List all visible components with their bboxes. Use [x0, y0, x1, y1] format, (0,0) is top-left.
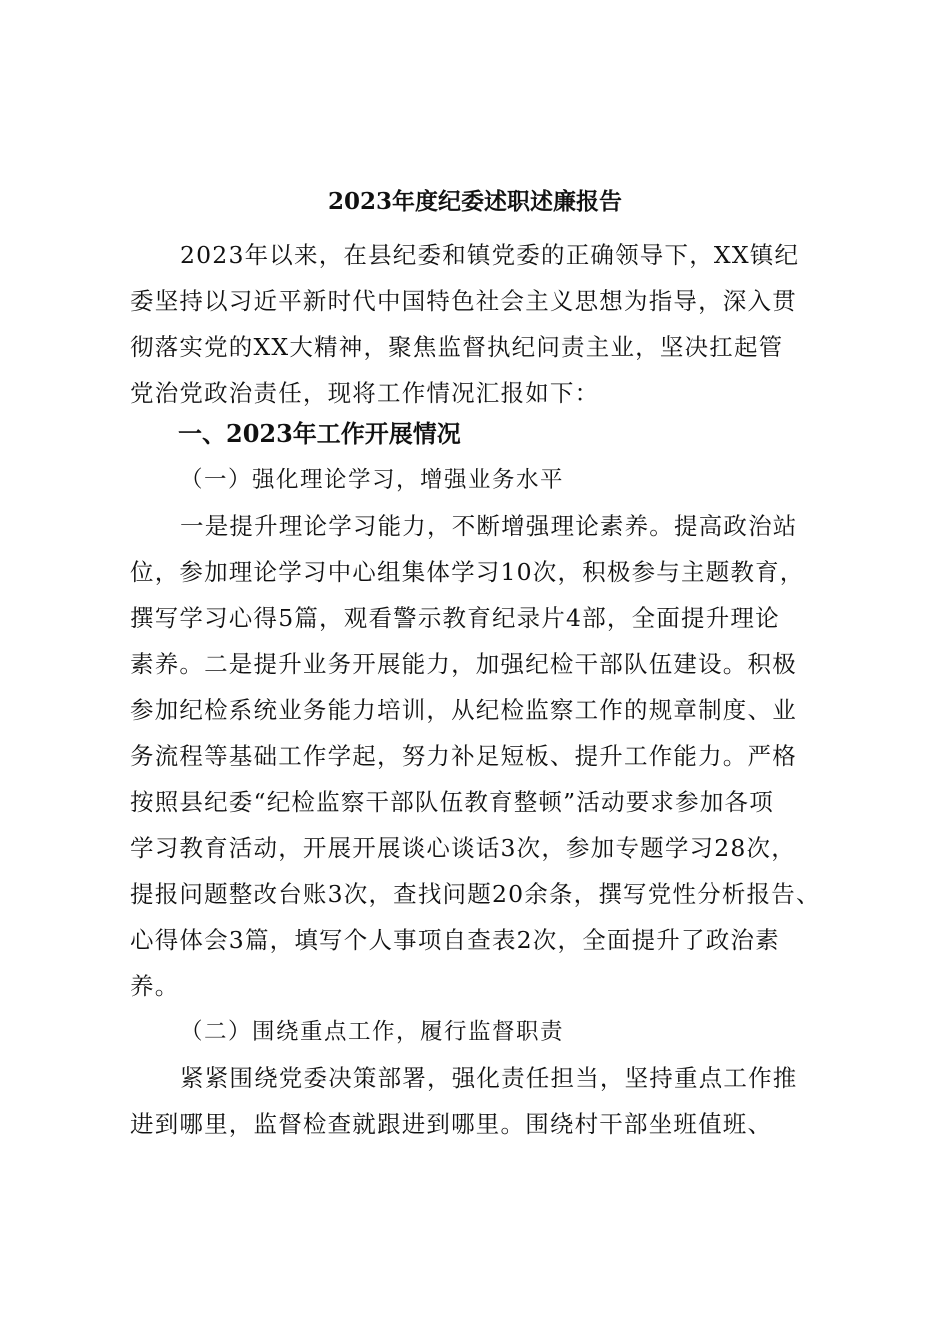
- sub1-line-11: 养。: [130, 972, 180, 1000]
- sub1-line-2: 位，参加理论学习中心组集体学习10次，积极参与主题教育，: [130, 558, 805, 586]
- intro-line-4: 党治党政治责任，现将工作情况汇报如下：: [130, 379, 600, 407]
- sub2-line-1: 紧紧围绕党委决策部署，强化责任担当，坚持重点工作推: [180, 1064, 798, 1092]
- intro-line-1: 2023年以来，在县纪委和镇党委的正确领导下，XX镇纪: [180, 241, 800, 269]
- sub1-line-10: 心得体会3篇，填写个人事项自查表2次，全面提升了政治素: [130, 926, 780, 954]
- document-title: 2023年度纪委述职述廉报告: [327, 188, 622, 215]
- sub1-line-8: 学习教育活动，开展开展谈心谈话3次，参加专题学习28次，: [130, 834, 796, 862]
- intro-line-2: 委坚持以习近平新时代中国特色社会主义思想为指导，深入贯: [130, 287, 797, 315]
- subsection-heading-1: （一）强化理论学习，增强业务水平: [180, 467, 565, 493]
- sub1-line-1: 一是提升理论学习能力，不断增强理论素养。提高政治站: [180, 512, 798, 540]
- sub1-line-4: 素养。二是提升业务开展能力，加强纪检干部队伍建设。积极: [130, 650, 797, 678]
- sub2-line-2: 进到哪里，监督检查就跟进到哪里。围绕村干部坐班值班、: [130, 1110, 773, 1138]
- sub1-line-7: 按照县纪委“纪检监察干部队伍教育整顿”活动要求参加各项: [130, 788, 774, 816]
- sub1-line-3: 撰写学习心得5篇，观看警示教育纪录片4部，全面提升理论: [130, 604, 780, 632]
- sub1-line-6: 务流程等基础工作学起，努力补足短板、提升工作能力。严格: [130, 742, 797, 770]
- section-heading-1: 一、2023年工作开展情况: [178, 419, 461, 448]
- subsection-heading-2: （二）围绕重点工作，履行监督职责: [180, 1019, 565, 1045]
- intro-line-3: 彻落实党的XX大精神，聚焦监督执纪问责主业，坚决扛起管: [130, 333, 784, 361]
- sub1-line-5: 参加纪检系统业务能力培训，从纪检监察工作的规章制度、业: [130, 696, 797, 724]
- sub1-line-9: 提报问题整改台账3次，查找问题20余条，撰写党性分析报告、: [130, 880, 821, 908]
